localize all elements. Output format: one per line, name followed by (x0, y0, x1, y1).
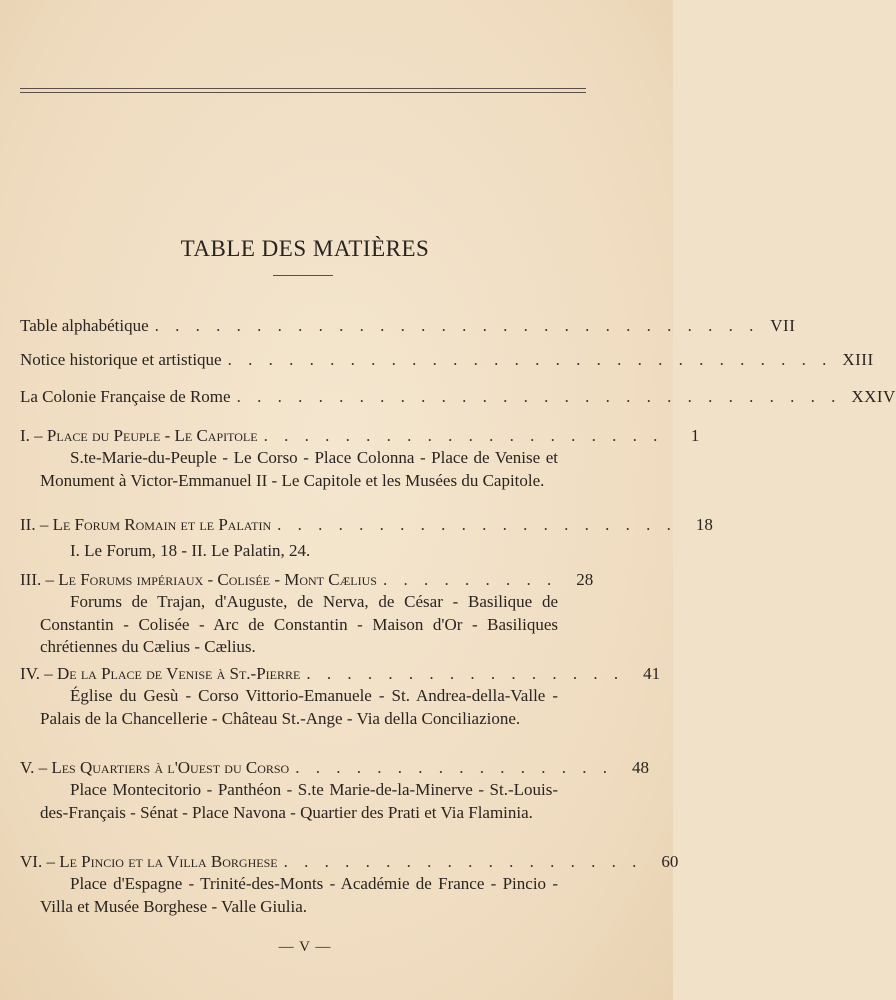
chapter-contents: Forums de Trajan, d'Auguste, de Nerva, de César - Basilique de Constantin - Colisée - Arc de Constantin - Maison d'Or - Basiliques chrétiennes du Cælius - Cælius. (40, 592, 558, 656)
title-underline (273, 275, 333, 276)
chapter-number: III. – (20, 570, 54, 589)
chapter-contents: Place Montecitorio - Panthéon - S.te Marie-de-la-Minerve - St.-Louis-des-Français - Sénat - Place Navona - Quartier des Prati et Via Flaminia. (40, 780, 558, 822)
page-number: — V — (278, 939, 332, 955)
chapter-page: 18 (695, 515, 713, 534)
chapter-title: Le Forum Romain et le Palatin (52, 515, 272, 534)
toc-entry-label: Table alphabétique (20, 316, 149, 335)
toc-chapter-2[interactable] (20, 515, 713, 539)
chapter-number: II. – (20, 515, 49, 534)
chapter-page: 1 (690, 426, 700, 445)
toc-entry-page: XIII (842, 350, 874, 369)
toc-entry-label: Notice historique et artistique (20, 350, 222, 369)
chapter-number: I. – (20, 426, 43, 445)
toc-entry-page: XXIV (851, 387, 896, 406)
leader-dots: . . . . . . . . . . . . . . . . . . . . . . . . . . . . . . (154, 316, 760, 335)
chapter-page: 41 (643, 664, 661, 683)
chapter-number: VI. – (20, 852, 55, 871)
chapter-page: 28 (576, 570, 594, 589)
toc-entry-table-alphabetique[interactable] (20, 316, 796, 340)
leader-dots: . . . . . . . . . . . . . . . . . . (283, 852, 643, 871)
chapter-contents: Place d'Espagne - Trinité-des-Monts - Académie de France - Pincio - Villa et Musée Borghese - Valle Giulia. (40, 874, 558, 916)
chapter-number: V. – (20, 758, 48, 777)
leader-dots: . . . . . . . . . . . . . . . . . . . . (263, 426, 664, 445)
toc-entry-colonie-francaise[interactable] (20, 387, 896, 411)
chapter-page: 60 (661, 852, 679, 871)
leader-dots: . . . . . . . . . . . . . . . . . . . . (277, 515, 677, 534)
toc-entry-notice-historique[interactable] (20, 350, 874, 374)
chapter-page: 48 (631, 758, 649, 777)
toc-entry-page: VII (770, 316, 796, 335)
page-title: TABLE DES MATIÈRES (180, 236, 430, 261)
leader-dots: . . . . . . . . . . . . . . . . . . . . . . . . . . . . . . (227, 350, 833, 369)
chapter-title: Le Forums impériaux - Colisée - Mont Cælius (58, 570, 377, 589)
leader-dots: . . . . . . . . . . . . . . . . (306, 664, 625, 683)
leader-dots: . . . . . . . . . . . . . . . . . . . . . . . . . . . . . . (236, 387, 842, 406)
header-double-rule (20, 88, 586, 93)
toc-entry-label: La Colonie Française de Rome (20, 387, 231, 406)
chapter-contents: Église du Gesù - Corso Vittorio-Emanuele - St. Andrea-della-Valle - Palais de la Chancellerie - Château St.-Ange - Via della Conciliazione. (40, 686, 558, 728)
leader-dots: . . . . . . . . . (382, 570, 558, 589)
chapter-number: IV. – (20, 664, 53, 683)
chapter-title: De la Place de Venise à St.-Pierre (57, 664, 301, 683)
chapter-title: Les Quartiers à l'Ouest du Corso (51, 758, 290, 777)
chapter-contents: I. Le Forum, 18 - II. Le Palatin, 24. (70, 541, 311, 560)
chapter-title: Le Pincio et la Villa Borghese (59, 852, 278, 871)
leader-dots: . . . . . . . . . . . . . . . . (295, 758, 613, 777)
chapter-title: Place du Peuple - Le Capitole (46, 426, 258, 445)
chapter-contents: S.te-Marie-du-Peuple - Le Corso - Place Colonna - Place de Venise et Monument à Victor-Emmanuel II - Le Capitole et les Musées du Capitole. (40, 448, 558, 490)
